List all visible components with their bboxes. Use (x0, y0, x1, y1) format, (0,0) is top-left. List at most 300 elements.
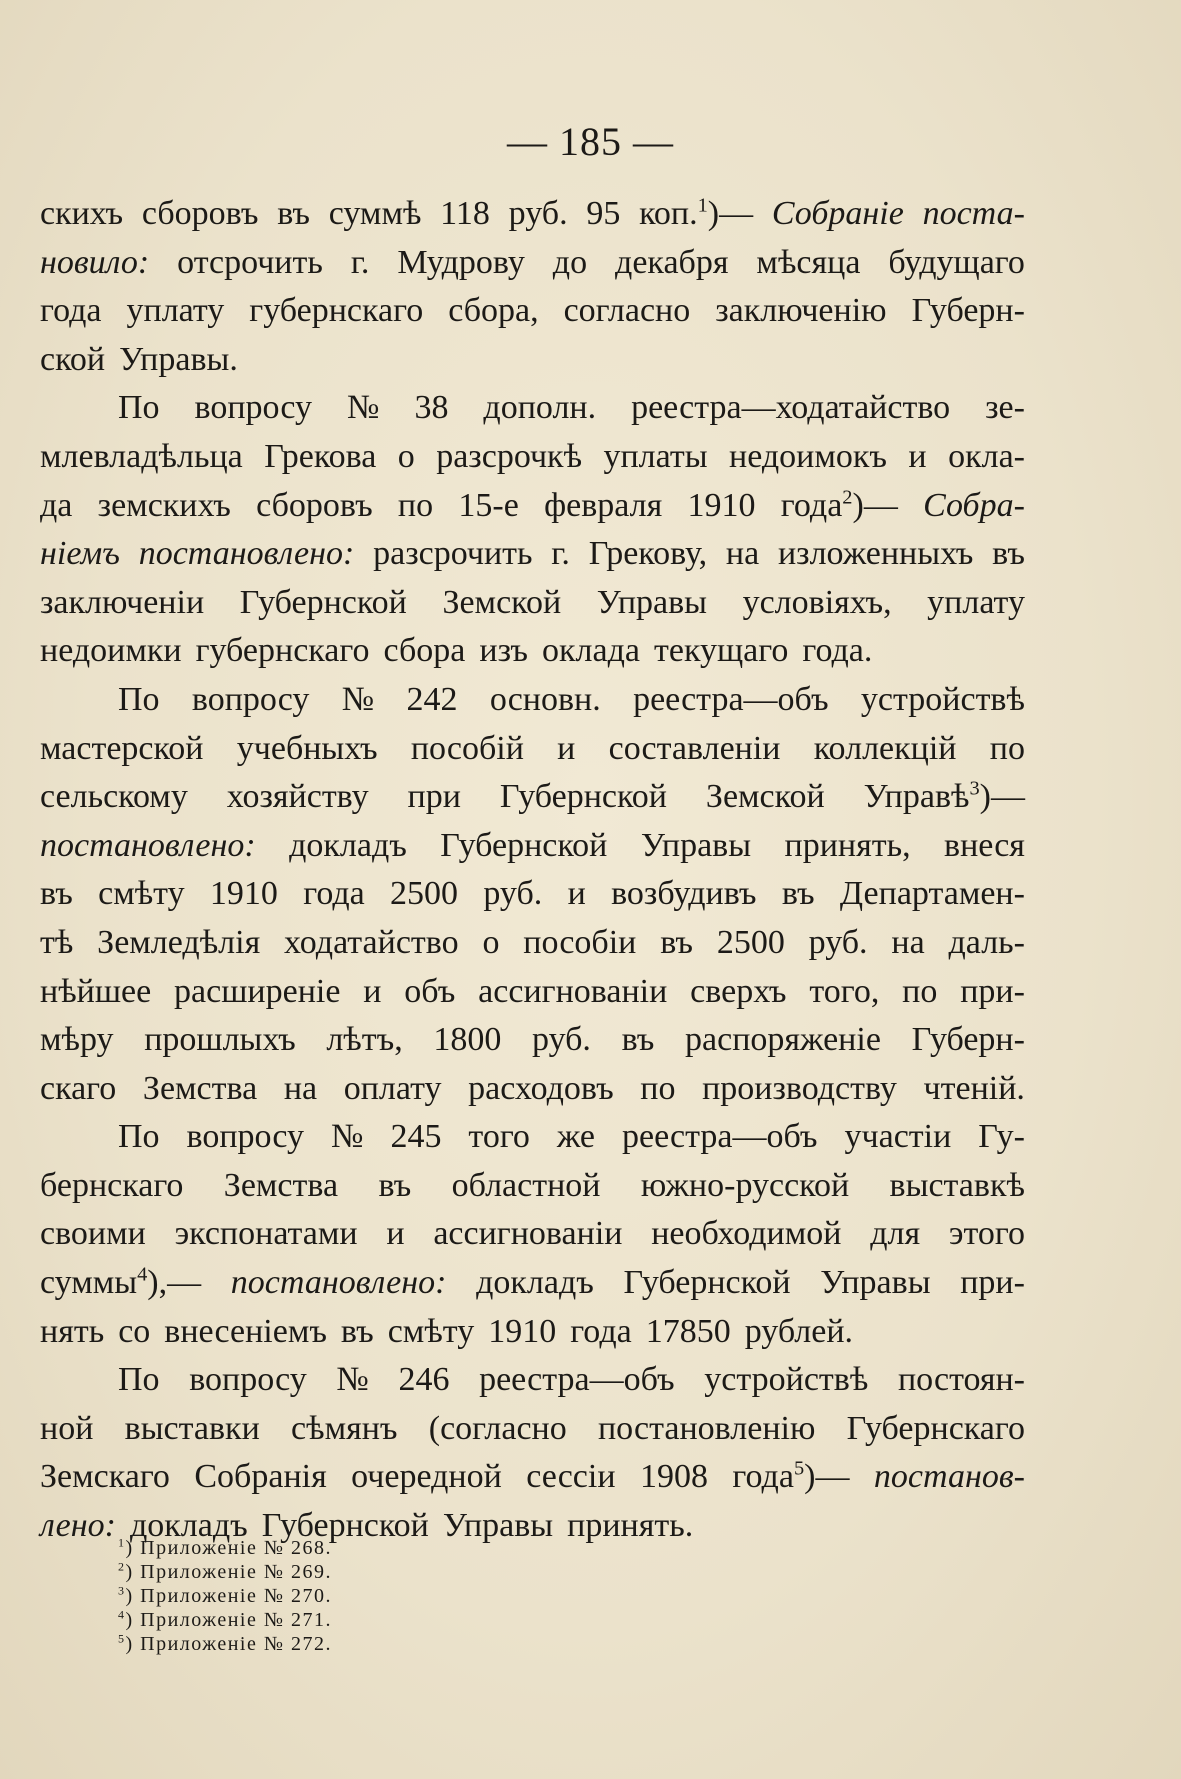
footnote (118, 1632, 332, 1656)
word (688, 482, 756, 531)
word-text: Губерн- (911, 1021, 1025, 1059)
word-text: по (640, 1069, 676, 1107)
word-text: )— (979, 778, 1025, 816)
word-text: докладъ (129, 1507, 248, 1545)
word (164, 1308, 327, 1357)
word-text: составленіи (608, 729, 781, 767)
word-text: ),— (147, 1264, 202, 1302)
word-text: при- (960, 1264, 1025, 1302)
word-text: года (570, 1312, 632, 1350)
word (237, 725, 378, 774)
footnote-ref: 3 (969, 777, 980, 800)
text-line (40, 968, 1025, 1017)
word (98, 870, 184, 919)
word (40, 1016, 114, 1065)
word-text: мастерской (40, 729, 204, 767)
word-text: на (283, 1069, 318, 1107)
word (542, 627, 640, 676)
word-text: вопросу (189, 1361, 307, 1399)
word-text: постановлено: (138, 535, 355, 573)
word-text: сверхъ (690, 972, 787, 1010)
word-text: распоряженіе (685, 1021, 881, 1059)
word (388, 1308, 474, 1357)
word-text: въ (781, 875, 815, 913)
word-text: при (407, 778, 461, 816)
word (912, 287, 1025, 336)
word (40, 1065, 116, 1114)
word-text: По (118, 1118, 160, 1156)
word (284, 919, 459, 968)
word (386, 1210, 404, 1259)
word-text: млевладѣльца (40, 437, 243, 475)
word (174, 968, 340, 1017)
word-text: коп. (639, 195, 698, 232)
word (567, 1502, 693, 1551)
word (344, 1065, 442, 1114)
word-text: 1910 (687, 486, 756, 524)
word-text: уплату (126, 292, 225, 330)
word (890, 1162, 1025, 1211)
word (329, 190, 422, 239)
footnote-text: ) Приложеніе № 272. (125, 1633, 332, 1655)
word (557, 725, 575, 774)
word (398, 433, 415, 482)
word (341, 1308, 374, 1357)
word-text: Собра- (923, 486, 1025, 524)
word-text: прошлыхъ (144, 1021, 296, 1059)
word (347, 384, 379, 433)
word-text: объ (404, 972, 456, 1010)
text-line (40, 384, 1025, 433)
word (864, 773, 1025, 822)
word (640, 1065, 675, 1114)
word-text: 1910 (209, 875, 278, 913)
footnote-mark: 5 (118, 1631, 126, 1646)
word (378, 1162, 411, 1211)
word-text: ассигнованіи (433, 1215, 623, 1253)
word-text: 2500 (716, 923, 785, 961)
word-text: Земства (142, 1069, 258, 1107)
word-text: Земледѣлія (97, 923, 261, 961)
word (509, 190, 568, 239)
word-text: изложенныхъ (777, 535, 974, 573)
word (40, 1405, 93, 1454)
word-text: ходатайство (284, 923, 459, 961)
word-text: о (397, 437, 415, 475)
footnote-ref: 4 (137, 1263, 148, 1286)
word (978, 1113, 1025, 1162)
word-text: при- (960, 972, 1025, 1010)
word-text: въ (621, 1021, 655, 1059)
text-line (40, 822, 1025, 871)
word (373, 530, 532, 579)
word (483, 870, 542, 919)
word (440, 822, 607, 871)
word (436, 433, 582, 482)
word (40, 627, 182, 676)
word (249, 287, 423, 336)
word (622, 1113, 818, 1162)
word-text: чтеній. (923, 1069, 1025, 1107)
footnote-mark: 2 (118, 1559, 126, 1574)
word (97, 919, 260, 968)
word (284, 1065, 317, 1114)
word (641, 822, 751, 871)
word (342, 676, 374, 725)
text-line (40, 287, 1025, 336)
word-text: въ (40, 875, 73, 913)
word (40, 1502, 116, 1551)
word-text: расширеніе (174, 972, 341, 1010)
word (177, 239, 323, 288)
word-text: возбудивъ (611, 875, 757, 913)
word-text: реестра—ходатайство (631, 389, 951, 427)
word-text: 15-е (458, 486, 519, 524)
word-text: заключеніи (40, 583, 205, 621)
word (40, 239, 149, 288)
word-text: ной (40, 1409, 94, 1447)
word (756, 239, 860, 288)
word (732, 1453, 849, 1502)
word-text: уплаты (603, 437, 708, 475)
word-text: окла- (948, 437, 1025, 475)
word-text: учебныхъ (236, 729, 378, 767)
word (118, 1356, 160, 1405)
footnote (118, 1536, 332, 1560)
word-text: руб. (808, 923, 868, 961)
word-text: разсрочить (373, 535, 533, 573)
word-text: въ (277, 195, 310, 232)
word-text: суммы (40, 1264, 138, 1302)
word-text: ассигнованіи (478, 972, 668, 1010)
text-line (40, 870, 1025, 919)
word-text: сѣмянъ (291, 1409, 398, 1447)
word (231, 1259, 447, 1308)
word-text: сборовъ (141, 195, 259, 232)
word-text: расходовъ (468, 1069, 614, 1107)
word (743, 579, 892, 628)
word-text: сбора, (448, 292, 539, 330)
word (227, 773, 369, 822)
word (622, 1016, 655, 1065)
word-text: сборовъ (256, 486, 373, 524)
word-text: со (118, 1312, 151, 1350)
word-text: очередной (351, 1458, 502, 1496)
word-text: Управы (442, 1507, 554, 1545)
word (564, 287, 691, 336)
word (240, 579, 407, 628)
word (785, 822, 911, 871)
word-text: Департамен- (839, 875, 1025, 913)
page-number: — 185 — (507, 119, 674, 164)
word-text: Управѣ (863, 778, 970, 816)
word-text: лѣтъ, (326, 1021, 403, 1059)
word-text: Губернской (261, 1507, 429, 1545)
word-text: года (40, 292, 102, 330)
word (40, 725, 204, 774)
footnotes (118, 1536, 332, 1656)
word (960, 968, 1025, 1017)
word (452, 1162, 601, 1211)
word (429, 1405, 567, 1454)
word (923, 190, 1025, 239)
word (478, 968, 667, 1017)
word (40, 1259, 201, 1308)
word-text: въ (340, 1312, 374, 1350)
word-text: суммѣ (328, 195, 422, 232)
word-text: сбора (383, 632, 466, 670)
word (717, 919, 785, 968)
word-text: постановлено: (40, 826, 256, 864)
word (404, 968, 455, 1017)
word (685, 1016, 881, 1065)
word (551, 530, 570, 579)
word (532, 1016, 591, 1065)
word (277, 190, 310, 239)
word (603, 433, 707, 482)
word-text: губернскаго (195, 632, 370, 670)
word (40, 190, 123, 239)
word-text: Управы (820, 1264, 931, 1302)
word-text: оплату (343, 1069, 442, 1107)
word-text: вопросу (194, 389, 313, 427)
text-line (40, 1210, 1025, 1259)
word (476, 1259, 594, 1308)
word (256, 482, 373, 531)
word-text: заключенію (715, 292, 887, 330)
word-text: № (347, 389, 380, 427)
word-text: вопросу (186, 1118, 305, 1156)
text-line (40, 1065, 1025, 1114)
word-text: докладъ (476, 1264, 594, 1302)
word-text: о (482, 923, 500, 961)
word-text: № (341, 680, 375, 718)
word (303, 870, 365, 919)
text-line (40, 1259, 1025, 1308)
word (291, 1405, 397, 1454)
word-text: и (363, 972, 382, 1010)
word (144, 1016, 295, 1065)
word (326, 1016, 402, 1065)
word-text: дополн. (483, 389, 597, 427)
footnote-ref: 5 (793, 1458, 805, 1481)
word (331, 1113, 363, 1162)
word (175, 1210, 358, 1259)
word (908, 433, 926, 482)
word (840, 870, 1025, 919)
word (802, 627, 872, 676)
word-text: отсрочить (177, 243, 323, 281)
word (809, 919, 868, 968)
word (553, 239, 587, 288)
text-line (40, 627, 1025, 676)
word (654, 627, 788, 676)
word-text: по (989, 729, 1025, 767)
word (960, 1259, 1025, 1308)
word-text: ніемъ (40, 535, 120, 573)
word (992, 530, 1025, 579)
word-text: коллекцій (813, 729, 957, 767)
word-text: реестра—объ (633, 680, 829, 718)
word-text: (согласно (428, 1409, 567, 1447)
word (468, 1065, 614, 1114)
footnote-text: ) Приложеніе № 268. (125, 1537, 332, 1559)
word-text: пособіи (523, 923, 637, 961)
word-text: смѣту (387, 1312, 475, 1350)
word-text: Губернской (499, 778, 667, 816)
word-text: Земской (705, 778, 825, 816)
text-line (40, 1016, 1025, 1065)
word (924, 1065, 1025, 1114)
word (557, 1113, 595, 1162)
word (490, 676, 601, 725)
word-text: бернскаго (40, 1166, 184, 1204)
word-text: въ (992, 535, 1025, 573)
word-text: и (557, 729, 576, 767)
word (448, 287, 538, 336)
word (398, 1356, 449, 1405)
word (351, 239, 370, 288)
word-text: По (118, 389, 160, 427)
word (40, 530, 120, 579)
word-text: постоян- (897, 1361, 1025, 1399)
word (363, 968, 381, 1017)
word-text: № (331, 1118, 364, 1156)
word-text: сессіи (526, 1458, 616, 1496)
word-text: )— (804, 1458, 850, 1496)
word-text: мѣру (40, 1021, 114, 1059)
footnote-mark: 4 (118, 1607, 126, 1622)
word-text: выставкѣ (889, 1166, 1025, 1204)
word (568, 870, 586, 919)
word (570, 1308, 632, 1357)
word (706, 773, 825, 822)
word-text: Губернской (440, 826, 608, 864)
word-text: 95 (586, 195, 621, 232)
word (990, 725, 1025, 774)
word-text: Губерн- (911, 292, 1025, 330)
word-text: )— (707, 195, 754, 232)
word (544, 482, 662, 531)
word (142, 190, 259, 239)
word-text: Грекову, (588, 535, 708, 573)
word-text: Земской (442, 583, 562, 621)
word-text: тѣ (40, 923, 74, 961)
footnote-ref: 1 (697, 194, 708, 217)
word (660, 919, 693, 968)
word-text: руб. (483, 875, 543, 913)
word (745, 1308, 853, 1357)
word-text: участіи (844, 1118, 952, 1156)
word-text: по (397, 486, 434, 524)
word (611, 870, 756, 919)
word-text: смѣту (98, 875, 185, 913)
word (40, 919, 73, 968)
word-text: постанов- (873, 1458, 1025, 1496)
word-text: производству (702, 1069, 897, 1107)
word-text: въ (660, 923, 693, 961)
word-text: 2500 (390, 875, 459, 913)
word-text: того (468, 1118, 530, 1156)
word-text: докладъ (289, 826, 407, 864)
word (949, 919, 1025, 968)
word (898, 1356, 1025, 1405)
word (729, 433, 887, 482)
word (458, 482, 518, 531)
word-text: По (118, 680, 160, 718)
word (119, 336, 238, 385)
word (40, 968, 151, 1017)
word (902, 968, 937, 1017)
text-line (40, 725, 1025, 774)
word (139, 530, 355, 579)
word-text: Управы. (119, 340, 238, 378)
word (224, 1162, 338, 1211)
word-text: 17850 (645, 1312, 731, 1350)
word (442, 579, 561, 628)
word (589, 530, 707, 579)
word (597, 579, 707, 628)
word-text: постановленію (597, 1409, 816, 1447)
word-text: мѣсяца (756, 243, 861, 281)
word (440, 190, 490, 239)
word-text: даль- (948, 923, 1025, 961)
word (390, 1113, 441, 1162)
word-text: Управы (596, 583, 708, 621)
word-text: Гу- (978, 1118, 1025, 1156)
word-text: принять. (567, 1507, 694, 1545)
word-text: реестра—объ (479, 1361, 675, 1399)
word-text: устройствѣ (704, 1361, 869, 1399)
footnote-mark: 3 (118, 1583, 126, 1598)
word-text: поста- (922, 195, 1025, 232)
word-text: 1910 (488, 1312, 557, 1350)
word-text: г. (551, 535, 570, 573)
word (433, 1210, 622, 1259)
word-text: недоимки (40, 632, 182, 670)
word (923, 482, 1025, 531)
word (483, 384, 596, 433)
word (194, 1453, 326, 1502)
word-text: принять, (784, 826, 911, 864)
word (40, 1308, 104, 1357)
word-text: своими (40, 1215, 146, 1253)
word-text: того, (809, 972, 880, 1010)
text-line (40, 1113, 1025, 1162)
word-text: же (556, 1118, 596, 1156)
text-line (40, 1405, 1025, 1454)
word (891, 919, 924, 968)
word (479, 627, 528, 676)
word-text: текущаго (654, 632, 789, 670)
word-text: Грекова (264, 437, 377, 475)
word-text: выставки (124, 1409, 260, 1447)
word (408, 773, 461, 822)
word-text: южно-русской (640, 1166, 850, 1204)
word-text: новило: (40, 243, 150, 281)
word-text: условіяхъ, (742, 583, 892, 621)
word (40, 870, 73, 919)
word-text: ской (40, 340, 106, 378)
word (195, 384, 313, 433)
word-text: Собраніе (771, 195, 904, 232)
word-text: для (870, 1215, 921, 1253)
word (640, 1453, 708, 1502)
word (586, 190, 620, 239)
footnote (118, 1560, 332, 1584)
word (715, 287, 886, 336)
word-text: Губернской (623, 1264, 791, 1302)
